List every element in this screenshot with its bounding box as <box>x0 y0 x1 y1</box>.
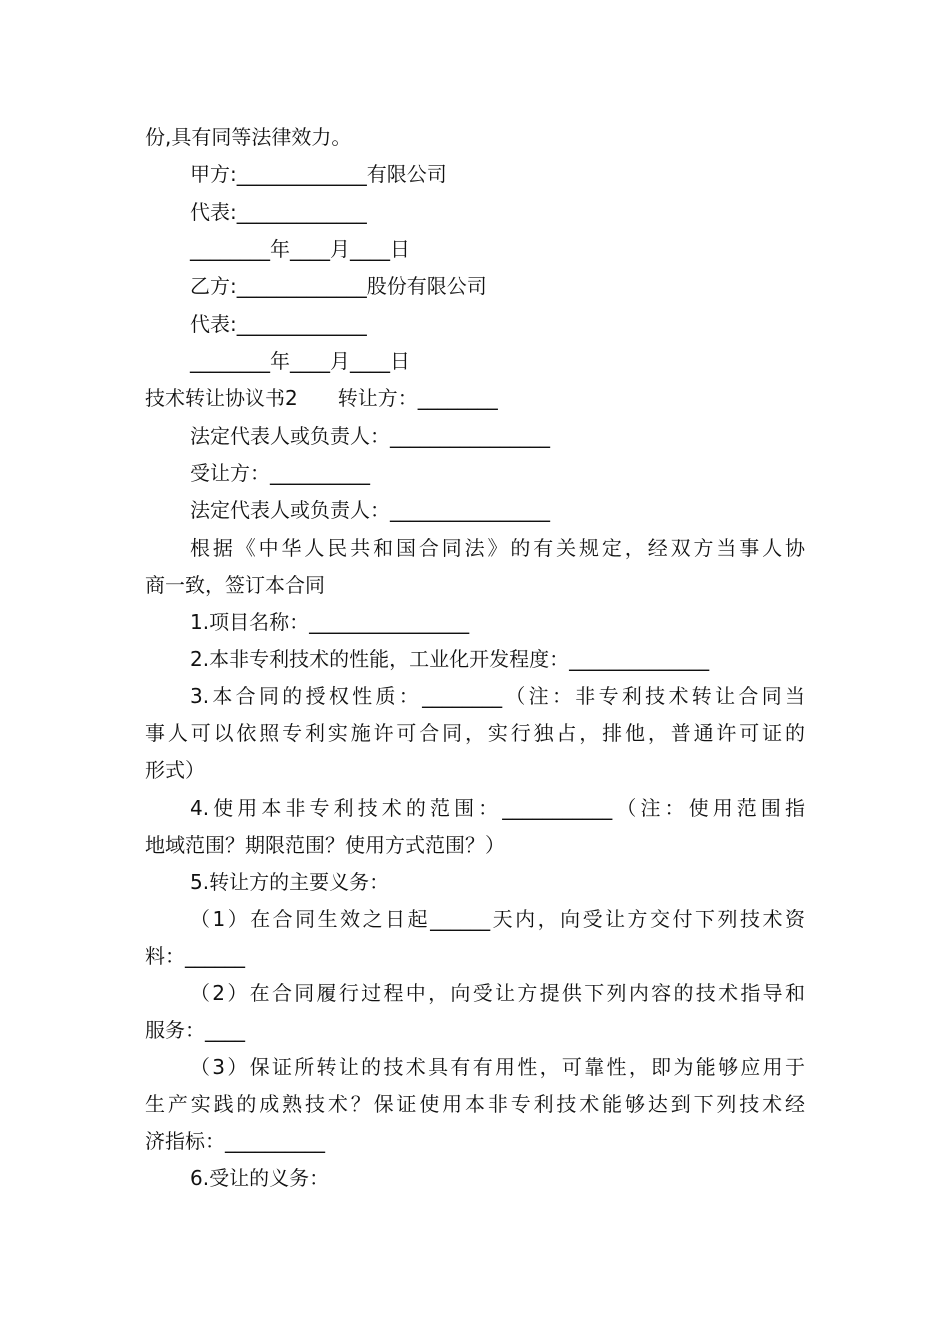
clause-4: 4.使用本非专利技术的范围：___________（注：使用范围指 <box>190 796 805 820</box>
section-title: 技术转让协议书2 转让方：________ <box>145 386 498 410</box>
clause-3: 3.本合同的授权性质：________（注：非专利技术转让合同当 <box>190 684 805 708</box>
clause-3-cont: 事人可以依照专利实施许可合同，实行独占，排他，普通许可证的 <box>145 721 805 745</box>
clause-5-1-cont: 料：______ <box>145 944 245 968</box>
transferee-legal-rep: 法定代表人或负责人：________________ <box>190 498 550 522</box>
transferor-legal-rep: 法定代表人或负责人：________________ <box>190 424 550 448</box>
clause-5: 5.转让方的主要义务： <box>190 870 390 894</box>
party-a-representative: 代表:_____________ <box>190 200 367 224</box>
party-b-date: ________年____月____日 <box>190 349 410 373</box>
clause-3-cont: 形式） <box>145 758 205 782</box>
transferee-line: 受让方：__________ <box>190 461 370 485</box>
party-a-line: 甲方:_____________有限公司 <box>190 162 447 186</box>
clause-6: 6.受让的义务： <box>190 1166 330 1190</box>
party-b-line: 乙方:_____________股份有限公司 <box>190 274 487 298</box>
clause-2: 2.本非专利技术的性能，工业化开发程度：______________ <box>190 647 710 671</box>
clause-1: 1.项目名称：________________ <box>190 610 470 634</box>
party-b-representative: 代表:_____________ <box>190 312 367 336</box>
clause-5-3-cont: 济指标：__________ <box>145 1129 325 1153</box>
text-line: 份,具有同等法律效力。 <box>145 125 352 149</box>
clause-5-3-cont: 生产实践的成熟技术？保证使用本非专利技术能够达到下列技术经 <box>145 1092 805 1116</box>
paragraph-line: 根据《中华人民共和国合同法》的有关规定，经双方当事人协 <box>190 536 805 560</box>
clause-5-2: （2）在合同履行过程中，向受让方提供下列内容的技术指导和 <box>190 981 805 1005</box>
paragraph-line: 商一致，签订本合同 <box>145 573 325 597</box>
clause-5-1: （1）在合同生效之日起______天内，向受让方交付下列技术资 <box>190 907 805 931</box>
clause-5-3: （3）保证所转让的技术具有有用性，可靠性，即为能够应用于 <box>190 1055 805 1079</box>
clause-5-2-cont: 服务：____ <box>145 1018 245 1042</box>
clause-4-cont: 地域范围？期限范围？使用方式范围？） <box>145 833 505 857</box>
party-a-date: ________年____月____日 <box>190 237 410 261</box>
